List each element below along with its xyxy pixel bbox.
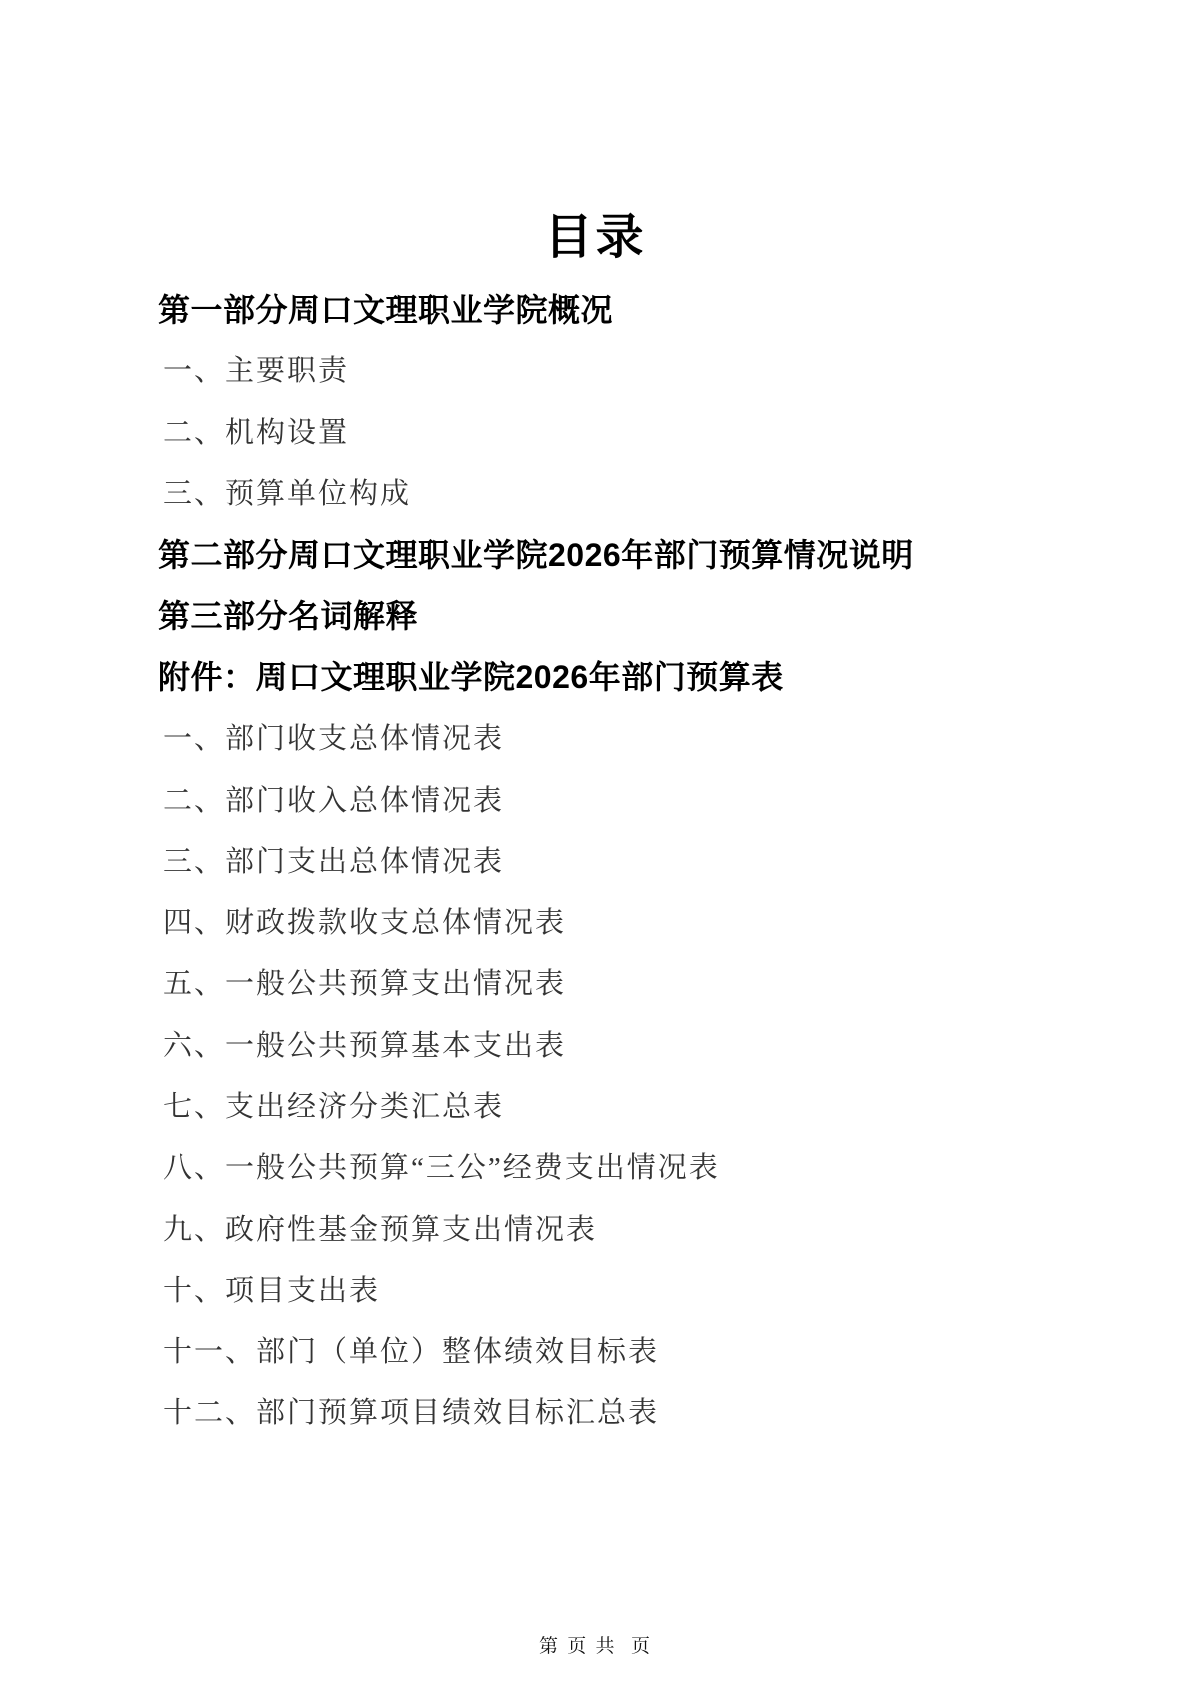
toc-item: 六、一般公共预算基本支出表: [163, 1029, 567, 1062]
toc-item: 七、支出经济分类汇总表: [163, 1091, 505, 1123]
page-title: 目录: [544, 211, 647, 264]
toc-heading-annex: 附件：周口文理职业学院2026年部门预算表: [158, 659, 784, 696]
toc-item: 三、预算单位构成: [163, 478, 412, 511]
toc-item: 十、项目支出表: [163, 1274, 381, 1307]
toc-item: 一、主要职责: [163, 355, 350, 388]
toc-item: 一、部门收支总体情况表: [163, 723, 505, 756]
toc-item: 五、一般公共预算支出情况表: [163, 968, 567, 1001]
toc-heading-part3: 第三部分名词解释: [158, 598, 419, 635]
toc-item: 九、政府性基金预算支出情况表: [163, 1213, 598, 1246]
toc-item: 十一、部门（单位）整体绩效目标表: [163, 1336, 660, 1369]
toc-item: 二、部门收入总体情况表: [163, 784, 505, 817]
toc-item: 四、财政拨款收支总体情况表: [163, 907, 567, 940]
page-footer: 第 页 共 页: [538, 1636, 653, 1657]
toc-item: 三、部门支出总体情况表: [163, 845, 505, 878]
toc-item: 八、一般公共预算“三公”经费支出情况表: [163, 1152, 720, 1185]
table-of-contents: [0, 277, 1191, 1442]
toc-heading-part1: 第一部分周口文理职业学院概况: [158, 291, 614, 328]
toc-item: 二、机构设置: [163, 416, 350, 449]
toc-item: 十二、部门预算项目绩效目标汇总表: [163, 1397, 660, 1430]
toc-heading-part2: 第二部分周口文理职业学院2026年部门预算情况说明: [158, 536, 914, 573]
